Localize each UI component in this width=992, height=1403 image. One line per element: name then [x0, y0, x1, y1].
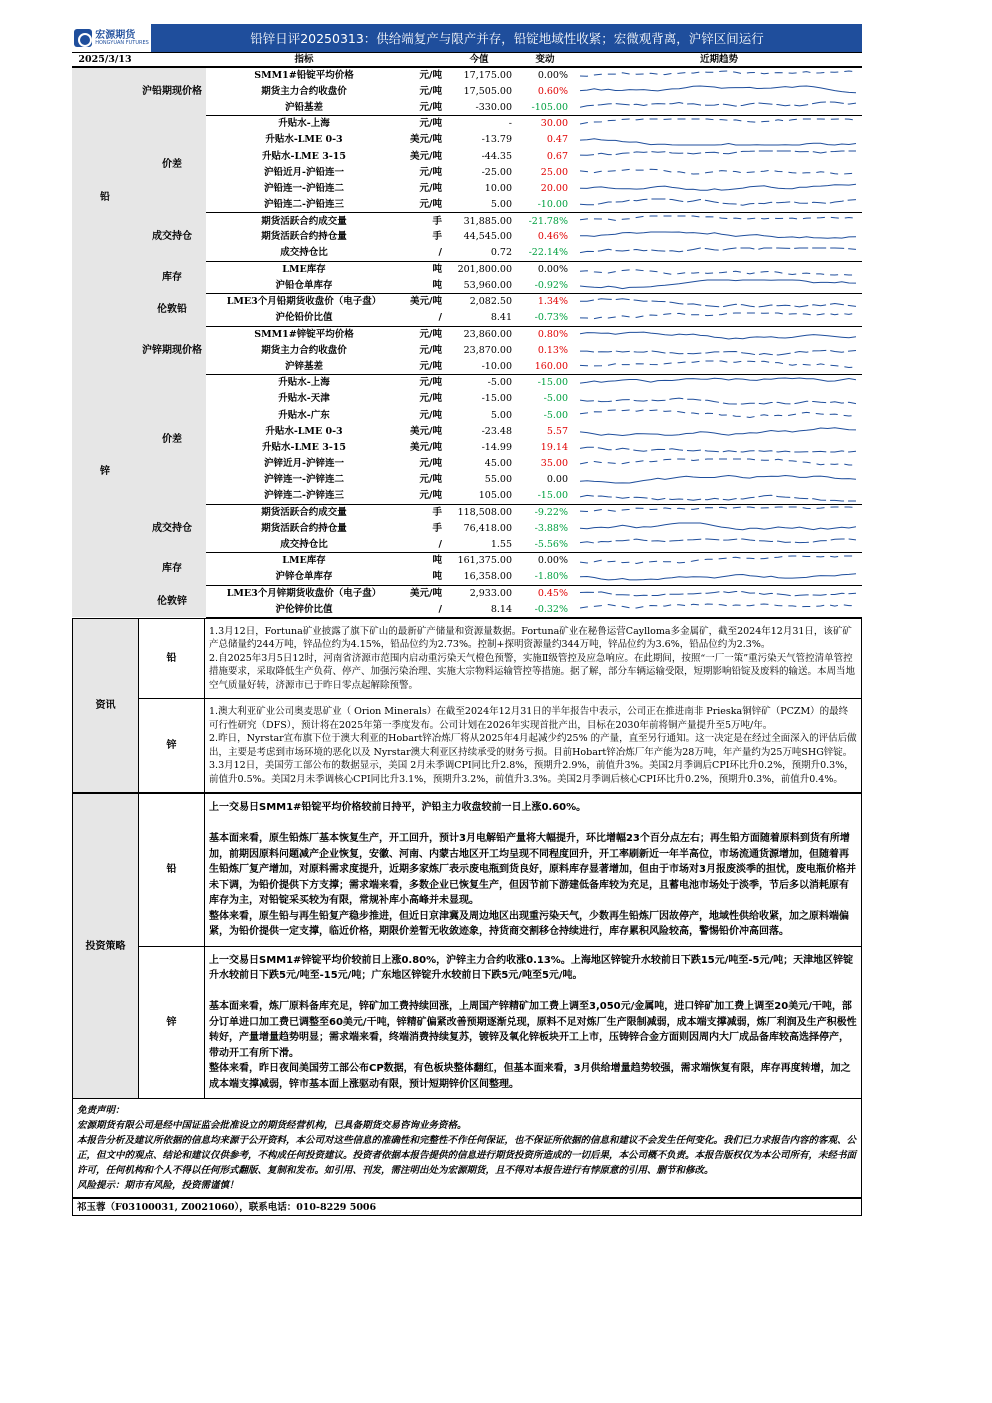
section-label: 锌 [72, 326, 138, 617]
unit-cell: 手 [432, 522, 442, 534]
indicator-name: 成交持仓比 [206, 245, 402, 261]
unit-cell: / [402, 601, 444, 617]
news-zinc-label: 锌 [139, 699, 205, 793]
indicator-name: 沪锌连一-沪锌连二 [264, 474, 344, 486]
news-table [72, 618, 862, 794]
table-row [72, 213, 862, 229]
strategy-table [72, 793, 862, 1099]
group-label: 成交持仓 [138, 213, 206, 262]
trend-sparkline [576, 99, 862, 115]
change-cell: 0.46% [537, 231, 568, 243]
indicator-name: 沪铅连二-沪铅连三 [206, 197, 402, 213]
indicator-name: 沪铅近月-沪铅连一 [264, 166, 344, 178]
strategy-lead-label: 铅 [139, 794, 205, 947]
indicator-name: 升贴水-LME 3-15 [262, 150, 346, 162]
indicator-name: 期货活跃合约持仓量 [261, 522, 347, 534]
unit-cell: / [402, 245, 444, 261]
indicator-name: LME3个月锌期货收盘价（电子盘） [226, 587, 382, 599]
disclaimer-line: 宏源期货有限公司是经中国证监会批准设立的期货经营机构，已具备期货交易咨询业务资格。 [77, 1120, 467, 1132]
value-cell: 8.41 [444, 310, 514, 326]
value-cell: -25.00 [481, 166, 512, 178]
indicator-name: 期货主力合约收盘价 [261, 344, 347, 356]
indicator-name: 升贴水-天津 [278, 393, 330, 405]
unit-cell: 元/吨 [419, 118, 442, 130]
unit-cell: 吨 [432, 555, 442, 567]
table-row [72, 294, 862, 310]
sparkline-line [580, 182, 856, 194]
trend-sparkline [576, 520, 862, 536]
news-zinc-item: 3.3月12日，美国劳工部公布的数据显示，美国 2月未季调CPI同比升2.8%，预期升2.9%，前值升3%。美国2月季调后CPI环比升0.2%，预期升0.3%，前值升0.5%。美国2月未季调核心CPI同比升3.1%，预期升3.2%，前值升3.3%。美国2月季调后核心CPI环比升0.2%，预期升0.3%，前值升0.4%。 [209, 760, 854, 785]
indicator-name: 升贴水-LME 0-3 [265, 134, 343, 146]
trend-sparkline [576, 197, 862, 213]
indicator-name: 期货活跃合约成交量 [261, 506, 347, 518]
table-row [72, 375, 862, 391]
value-cell: -14.99 [481, 441, 512, 453]
sparkline-line [580, 296, 856, 308]
unit-cell: 元/吨 [419, 328, 442, 340]
group-label: 库存 [138, 261, 206, 293]
group-label: 成交持仓 [138, 504, 206, 553]
indicator-name: 沪锌连二-沪锌连三 [206, 488, 402, 504]
sparkline-line [580, 264, 856, 276]
sparkline-line [580, 118, 856, 130]
trend-sparkline [576, 342, 862, 358]
value-cell: 31,885.00 [463, 215, 512, 227]
unit-cell: 吨 [402, 277, 444, 293]
data-table [72, 52, 862, 618]
indicator-name: 升贴水-LME 3-15 [262, 441, 346, 453]
change-cell: 0.45% [537, 587, 568, 599]
strategy-lead-item: 上一交易日SMM1#铅锭平均价格较前日持平，沪铅主力收盘较前一日上涨0.60%。 [209, 802, 587, 814]
indicator-name: 沪铅基差 [206, 99, 402, 115]
sparkline-line [580, 231, 856, 243]
unit-cell: 元/吨 [419, 377, 442, 389]
value-cell: 105.00 [444, 488, 514, 504]
table-row [72, 504, 862, 520]
sparkline-line [580, 603, 856, 615]
sparkline-line [580, 101, 856, 113]
change-cell: -1.80% [514, 569, 576, 585]
trend-sparkline [576, 294, 862, 310]
table-row [72, 553, 862, 569]
sparkline-line [580, 279, 856, 291]
value-cell: 17,175.00 [463, 70, 512, 82]
change-cell: -0.73% [514, 310, 576, 326]
sparkline-line [580, 312, 856, 324]
change-cell: 5.57 [546, 425, 568, 437]
value-cell: -10.00 [444, 358, 514, 374]
value-cell: 17,505.00 [463, 85, 512, 97]
change-cell: 1.34% [537, 296, 568, 308]
change-cell: -10.00 [514, 197, 576, 213]
trend-sparkline [576, 277, 862, 293]
company-logo [72, 24, 152, 52]
indicator-name: 沪锌仓单库存 [206, 569, 402, 585]
trend-sparkline [576, 423, 862, 439]
group-header-blank [138, 53, 206, 68]
sparkline-line [580, 409, 856, 421]
value-cell: 201,800.00 [457, 264, 512, 276]
unit-cell: 元/吨 [402, 197, 444, 213]
trend-sparkline [576, 132, 862, 148]
sparkline-line [580, 85, 856, 97]
unit-cell: 元/吨 [419, 409, 442, 421]
logo-name: 宏源期货 [95, 29, 136, 41]
strategy-zinc-spacer [209, 984, 857, 1000]
unit-cell: 元/吨 [402, 358, 444, 374]
section-label: 铅 [72, 67, 138, 326]
value-cell: 2,082.50 [469, 296, 512, 308]
logo-english: HONGYUAN FUTURES [95, 39, 149, 46]
trend-sparkline [576, 261, 862, 277]
unit-cell: 美元/吨 [410, 441, 442, 453]
indicator-name: 升贴水-上海 [278, 377, 330, 389]
change-cell: 0.80% [537, 328, 568, 340]
change-cell: 0.47 [546, 134, 568, 146]
group-label: 库存 [138, 553, 206, 585]
trend-sparkline [576, 536, 862, 552]
change-cell: -3.88% [534, 522, 568, 534]
col-value: 今值 [444, 53, 514, 68]
sparkline-line [580, 328, 856, 340]
sparkline-line [580, 458, 856, 470]
indicator-name: 期货主力合约收盘价 [261, 85, 347, 97]
change-cell: 160.00 [514, 358, 576, 374]
news-lead-item: 2.自2025年3月5日12时，河南省济源市范围内启动重污染天气橙色预警，实施Ⅱ级管控及应急响应。在此期间，按照“一厂一策”重污染天气管控清单管控措施要求，采取降低生产负荷、停产、加强污染治理、实施大宗物料运输管控等措施。据了解，部分车辆运输受限，短期影响铅锭及废料的输送。本周当地空气质量好转，济源市已于昨日零点起解除预警。 [209, 652, 856, 691]
unit-cell: 元/吨 [419, 182, 442, 194]
news-lead-label: 铅 [139, 618, 205, 699]
indicator-name: 升贴水-广东 [278, 409, 330, 421]
sparkline-line [580, 490, 856, 502]
report-date: 2025/3/13 [72, 53, 138, 68]
change-cell: 35.00 [540, 458, 568, 470]
trend-sparkline [576, 601, 862, 617]
unit-cell: 元/吨 [419, 166, 442, 178]
disclaimer-risk: 风险提示：期市有风险，投资需谨慎！ [77, 1180, 239, 1192]
change-cell: -5.00 [543, 409, 568, 421]
disclaimer-title: 免责声明： [77, 1105, 125, 1117]
indicator-name: LME库存 [282, 555, 326, 567]
column-header-row [72, 53, 862, 68]
unit-cell: 元/吨 [402, 488, 444, 504]
change-cell: 0.00% [537, 70, 568, 82]
value-cell: 2,933.00 [469, 587, 512, 599]
value-cell: 45.00 [484, 458, 512, 470]
unit-cell: 元/吨 [419, 85, 442, 97]
trend-sparkline [576, 488, 862, 504]
sparkline-line [580, 555, 856, 567]
unit-cell: 美元/吨 [410, 425, 442, 437]
unit-cell: 美元/吨 [410, 296, 442, 308]
change-cell: 0.13% [537, 344, 568, 356]
indicator-name: 成交持仓比 [206, 536, 402, 552]
trend-sparkline [576, 553, 862, 569]
value-cell: -23.48 [481, 425, 512, 437]
value-cell: 8.14 [444, 601, 514, 617]
sparkline-line [580, 198, 856, 210]
sparkline-line [580, 571, 856, 583]
news-lead-content [205, 618, 862, 699]
indicator-name: SMM1#铅锭平均价格 [254, 70, 354, 82]
unit-cell: 手 [432, 231, 442, 243]
change-cell: 20.00 [540, 182, 568, 194]
news-zinc-item: 1.澳大利亚矿业公司奥麦思矿业（ Orion Minerals）在截至2024年12月31日的半年报告中表示，公司正在推进南非 Prieska铜锌矿（PCZM）的最终可行性研究（DFS），预计将在2025年第一季度发布。公司计划在2026年实现首批产出，目标在2030年前将铜产量提升至5万吨/年。 [209, 706, 849, 731]
indicator-name: 升贴水-LME 0-3 [265, 425, 343, 437]
strategy-zinc-item: 上一交易日SMM1#锌锭平均价较前日上涨0.80%，沪锌主力合约收涨0.13%。上海地区锌锭升水较前日下跌15元/吨至-5元/吨；天津地区锌锭升水较前日下跌5元/吨至-15元/吨；广东地区锌锭升水较前日下跌5元/吨至5元/吨。 [209, 954, 854, 982]
trend-sparkline [576, 456, 862, 472]
change-cell: -105.00 [514, 99, 576, 115]
news-label: 资讯 [73, 618, 139, 793]
sparkline-line [580, 150, 856, 162]
change-cell: 0.00% [537, 264, 568, 276]
trend-sparkline [576, 569, 862, 585]
trend-sparkline [576, 229, 862, 245]
value-cell: 161,375.00 [457, 555, 512, 567]
strategy-zinc-content [205, 946, 862, 1099]
sparkline-line [580, 215, 856, 227]
report-page [72, 24, 862, 1216]
indicator-name: LME3个月铅期货收盘价（电子盘） [226, 296, 382, 308]
unit-cell: 元/吨 [419, 474, 442, 486]
unit-cell: 元/吨 [419, 458, 442, 470]
sparkline-line [580, 538, 856, 550]
value-cell: 44,545.00 [463, 231, 512, 243]
indicator-name: LME库存 [282, 264, 326, 276]
indicator-name: 沪铅连一-沪铅连二 [264, 182, 344, 194]
trend-sparkline [576, 375, 862, 391]
trend-sparkline [576, 391, 862, 407]
sparkline-line [580, 134, 856, 146]
indicator-name: 期货活跃合约成交量 [261, 215, 347, 227]
value-cell: -330.00 [444, 99, 514, 115]
sparkline-line [580, 474, 856, 486]
change-cell: 0.60% [537, 85, 568, 97]
value-cell: -44.35 [481, 150, 512, 162]
indicator-name: 沪伦铅价比值 [206, 310, 402, 326]
value-cell: 16,358.00 [444, 569, 514, 585]
sparkline-line [580, 425, 856, 437]
value-cell: 23,870.00 [463, 344, 512, 356]
change-cell: 25.00 [540, 166, 568, 178]
indicator-name: 期货活跃合约持仓量 [261, 231, 347, 243]
unit-cell: 吨 [402, 569, 444, 585]
strategy-zinc-label: 锌 [139, 946, 205, 1099]
change-cell: -0.32% [514, 601, 576, 617]
report-header [72, 24, 862, 52]
value-cell: 5.00 [490, 409, 512, 421]
unit-cell: 手 [432, 506, 442, 518]
table-row [72, 585, 862, 601]
value-cell: 53,960.00 [444, 277, 514, 293]
change-cell: -0.92% [514, 277, 576, 293]
group-label: 沪铅期现价格 [138, 67, 206, 116]
group-label: 价差 [138, 116, 206, 213]
trend-sparkline [576, 504, 862, 520]
indicator-name: 沪铅仓单库存 [206, 277, 402, 293]
sparkline-line [580, 587, 856, 599]
sparkline-line [580, 360, 856, 372]
strategy-lead-item: 整体来看，原生铅与再生铅复产稳步推进，但近日京津冀及周边地区出现重污染天气，少数再生铅炼厂因故停产，地域性供给收紧，加之原料端偏紧，为铅价提供一定支撑，临近价格，期限价差暂无收敛迹象，持货商交割移仓持续进行，库存累积风险较高，警惕铅价冲高回落。 [209, 910, 849, 938]
report-title: 铅锌日评20250313：供给端复产与限产并存，铅锭地域性收紧；宏微观背离，沪锌区间运行 [250, 31, 764, 46]
sparkline-line [580, 377, 856, 389]
unit-cell: 美元/吨 [410, 150, 442, 162]
change-cell: 0.00% [537, 555, 568, 567]
value-cell: 55.00 [484, 474, 512, 486]
value-cell: 0.72 [444, 245, 514, 261]
strategy-zinc-item: 整体来看，昨日夜间美国劳工部公布CP数据，有色板块整体翻红，但基本面来看，3月供给增量趋势较强，需求端恢复有限，库存再度转增，加之成本端支撑减弱，锌市基本面上涨驱动有限，预计短期锌价区间整理。 [209, 1063, 851, 1090]
change-cell: -5.00 [543, 393, 568, 405]
strategy-zinc-item: 基本面来看，炼厂原料备库充足，锌矿加工费持续回涨，上周国产锌精矿加工费上调至3,050元/金属吨，进口锌矿加工费上调至20美元/干吨，部分订单进口加工费已调整至60美元/干吨，锌精矿偏紧改善预期逐渐兑现，原料不足对炼厂生产限制减弱，成本端支撑减弱，炼厂利润及生产积极性转好，产量增量趋势明显；需求端来看，终端消费持续复苏，镀锌及氧化锌板块开工上市，压铸锌合金方面则因周内大厂成品备库较高选择停产，带动开工有所下滑。 [209, 1001, 857, 1059]
change-cell: -15.00 [537, 377, 568, 389]
trend-sparkline [576, 83, 862, 99]
table-row [72, 326, 862, 342]
group-label: 伦敦锌 [138, 585, 206, 617]
logo-icon [74, 29, 92, 47]
change-cell: 0.67 [546, 150, 568, 162]
unit-cell: 吨 [432, 264, 442, 276]
sparkline-line [580, 522, 856, 534]
change-cell: -21.78% [528, 215, 568, 227]
value-cell: 10.00 [484, 182, 512, 194]
change-cell: 0.00 [546, 474, 568, 486]
trend-sparkline [576, 585, 862, 601]
group-label: 价差 [138, 375, 206, 505]
news-zinc-item: 2.昨日，Nyrstar宣布旗下位于澳大利亚的Hobart锌冶炼厂将从2025年4月起减少约25% 的产量，直至另行通知。这一决定是在经过全面深入的评估后做出，主要是考虑到市场环境的恶化以及 Nyrstar澳大利亚区持续承受的财务亏损。目前Hobart锌冶炼厂年产能为28万吨，年产量约为25万吨SHG锌锭。 [209, 733, 857, 758]
value-cell: 118,508.00 [457, 506, 512, 518]
value-cell: -13.79 [481, 134, 512, 146]
news-lead-item: 1.3月12日，Fortuna矿业披露了旗下矿山的最新矿产储量和资源量数据。Fortuna矿业在秘鲁运营Caylloma多金属矿，截至2024年12月31日，该矿矿产总储量约244万吨，锌品位约为4.15%，铅品位约为2.73%。控制+探明资源量约344万吨，锌品位约为3.6%，铅品位约为2.3%。 [209, 625, 852, 651]
col-unit-blank [402, 53, 444, 68]
sparkline-line [580, 166, 856, 178]
value-cell: -15.00 [481, 393, 512, 405]
value-cell: 76,418.00 [463, 522, 512, 534]
indicator-name: 沪伦锌价比值 [206, 601, 402, 617]
unit-cell: 美元/吨 [410, 134, 442, 146]
trend-sparkline [576, 439, 862, 455]
table-row [72, 116, 862, 132]
value-cell: 1.55 [444, 536, 514, 552]
group-label: 沪锌期现价格 [138, 326, 206, 375]
sparkline-line [580, 506, 856, 518]
change-cell: -15.00 [514, 488, 576, 504]
col-trend: 近期趋势 [576, 53, 862, 68]
strategy-lead-content [205, 794, 862, 947]
col-indicator: 指标 [206, 53, 402, 68]
value-cell: - [508, 118, 512, 130]
indicator-name: 升贴水-上海 [278, 118, 330, 130]
sparkline-line [580, 441, 856, 453]
trend-sparkline [576, 407, 862, 423]
sparkline-line [580, 344, 856, 356]
strategy-lead-spacer [209, 816, 857, 832]
change-cell: -22.14% [514, 245, 576, 261]
unit-cell: 手 [432, 215, 442, 227]
trend-sparkline [576, 245, 862, 261]
trend-sparkline [576, 164, 862, 180]
indicator-name: 沪锌近月-沪锌连一 [264, 458, 344, 470]
trend-sparkline [576, 310, 862, 326]
indicator-name: 沪锌基差 [206, 358, 402, 374]
change-cell: -9.22% [534, 506, 568, 518]
disclaimer [72, 1099, 862, 1198]
value-cell: -5.00 [487, 377, 512, 389]
trend-sparkline [576, 472, 862, 488]
unit-cell: 元/吨 [419, 393, 442, 405]
trend-sparkline [576, 213, 862, 229]
sparkline-line [580, 70, 856, 82]
news-zinc-content [205, 699, 862, 793]
trend-sparkline [576, 326, 862, 342]
trend-sparkline [576, 180, 862, 196]
disclaimer-line: 本报告分析及建议所依据的信息均来源于公开资料，本公司对这些信息的准确性和完整性不作任何保证，也不保证所依据的信息和建议不会发生任何变化。我们已力求报告内容的客观、公正，但文中的观点、结论和建议仅供参考，不构成任何投资建议。投资者依据本报告提供的信息进行期货投资所造成的一切后果，本公司概不负责。本报告版权仅为本公司所有，未经书面许可，任何机构和个人不得以任何形式翻版、复制和发布。如引用、刊发，需注明出处为宏源期货，且不得对本报告进行有悖原意的引用、删节和修改。 [77, 1135, 857, 1177]
strategy-label: 投资策略 [73, 794, 139, 1099]
sparkline-line [580, 393, 856, 405]
trend-sparkline [576, 67, 862, 83]
unit-cell: 元/吨 [402, 99, 444, 115]
unit-cell: / [402, 310, 444, 326]
change-cell: 30.00 [540, 118, 568, 130]
sparkline-line [580, 247, 856, 259]
unit-cell: / [402, 536, 444, 552]
unit-cell: 元/吨 [419, 70, 442, 82]
indicator-name: SMM1#锌锭平均价格 [254, 328, 354, 340]
col-change: 变动 [514, 53, 576, 68]
strategy-lead-item: 基本面来看，原生铅炼厂基本恢复生产，开工回升，预计3月电解铅产量将大幅提升，环比增幅23个百分点左右；再生铅方面随着原料到货有所增加，前期因原料问题减产企业恢复，安徽、河南、内蒙古地区开工均呈现不同程度回升，开工率刷新近一年半高位，市场流通货源增加，但随着再生铅炼厂复产增加，对原料需求度提升，近期多家炼厂表示废电瓶到货良好，原料库存显著增加，但由于市场对3月报废淡季的担忧，废电瓶价格并未下调，为铅价提供下方支撑；需求端来看，多数企业已恢复生产，但因节前下游建低备库较为充足，且蓄电池市场处于淡季，节后多以消耗原有库存为主，对铅锭采买较为有限，常规补库小高峰并未显现。 [209, 833, 856, 907]
unit-cell: 美元/吨 [410, 587, 442, 599]
table-row [72, 261, 862, 277]
unit-cell: 元/吨 [419, 344, 442, 356]
trend-sparkline [576, 116, 862, 132]
group-label: 伦敦铅 [138, 294, 206, 326]
change-cell: 19.14 [540, 441, 568, 453]
value-cell: 23,860.00 [463, 328, 512, 340]
trend-sparkline [576, 148, 862, 164]
value-cell: 5.00 [444, 197, 514, 213]
trend-sparkline [576, 358, 862, 374]
table-row [72, 67, 862, 83]
analyst-footer: 祁玉蓉（F03100031, Z0021060），联系电话：010-8229 5006 [72, 1198, 862, 1216]
change-cell: -5.56% [514, 536, 576, 552]
